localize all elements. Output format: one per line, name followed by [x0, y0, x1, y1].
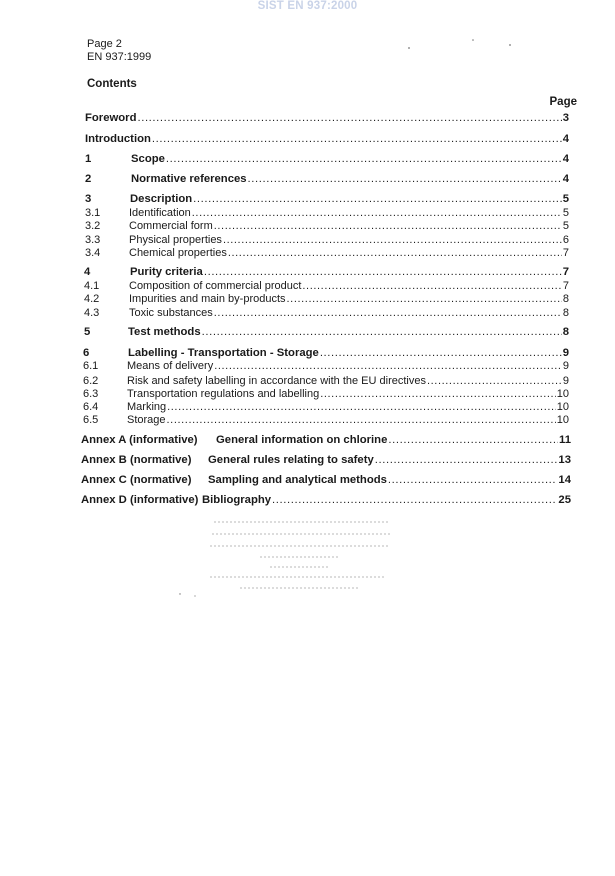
toc-title: Test methods [128, 326, 201, 338]
toc-page: 4 [562, 153, 569, 165]
toc-entry-test-methods[interactable] [84, 326, 569, 338]
toc-leader-dots [202, 326, 562, 338]
toc-page: 4 [562, 173, 569, 185]
toc-number: Annex D (informative) [81, 494, 199, 506]
toc-title: Physical properties [129, 234, 222, 246]
faint-stamp-image [200, 512, 400, 602]
toc-leader-dots [167, 401, 556, 413]
toc-entry-storage[interactable] [83, 414, 569, 426]
toc-entry-annex-b[interactable] [81, 454, 571, 466]
toc-entry-labelling[interactable] [83, 347, 569, 359]
toc-page: 10 [556, 414, 569, 426]
toc-number: 6 [83, 347, 90, 359]
toc-number: 1 [85, 153, 92, 165]
toc-page: 7 [562, 266, 569, 278]
page-number: Page 2 [87, 38, 122, 50]
toc-number: 3.4 [85, 247, 101, 259]
toc-number: 3.3 [85, 234, 101, 246]
toc-title: Risk and safety labelling in accordance with the EU directives [127, 375, 426, 387]
toc-number: Annex C (normative) [81, 474, 192, 486]
toc-leader-dots [248, 173, 562, 185]
toc-title: Identification [129, 207, 191, 219]
toc-leader-dots [228, 247, 562, 259]
toc-leader-dots [375, 454, 558, 466]
document-id: EN 937:1999 [87, 51, 152, 63]
toc-number: 4.1 [84, 280, 100, 292]
toc-leader-dots [287, 293, 562, 305]
toc-number: 3.1 [85, 207, 101, 219]
toc-entry-introduction[interactable] [85, 133, 569, 145]
toc-page: 13 [558, 454, 571, 466]
page-column-label: Page [549, 96, 577, 108]
toc-title: Toxic substances [129, 307, 213, 319]
toc-entry-annex-a[interactable] [81, 434, 571, 446]
page-header [87, 38, 151, 64]
toc-title: Labelling - Transportation - Storage [128, 347, 319, 359]
toc-leader-dots [388, 474, 558, 486]
toc-entry-normative-references[interactable] [85, 173, 569, 185]
toc-title: Means of delivery [127, 360, 214, 372]
toc-leader-dots [320, 347, 562, 359]
toc-leader-dots [302, 280, 561, 292]
toc-leader-dots [166, 153, 562, 165]
toc-title: Bibliography [202, 494, 272, 506]
toc-page: 7 [562, 280, 569, 292]
toc-number: 6.5 [83, 414, 99, 426]
toc-leader-dots [137, 112, 561, 124]
toc-leader-dots [214, 360, 562, 372]
toc-number: 5 [84, 326, 91, 338]
toc-entry-identification[interactable] [85, 207, 569, 219]
toc-entry-scope[interactable] [85, 153, 569, 165]
toc-entry-toxic-substances[interactable] [84, 307, 569, 319]
toc-page: 5 [562, 220, 569, 232]
toc-page: 14 [558, 474, 571, 486]
toc-page: 9 [562, 360, 569, 372]
toc-entry-marking[interactable] [83, 401, 569, 413]
contents-heading: Contents [87, 78, 137, 90]
toc-leader-dots [427, 375, 562, 387]
toc-number: 4.2 [84, 293, 100, 305]
toc-number: 6.4 [83, 401, 99, 413]
toc-title: General information on chlorine [216, 434, 388, 446]
toc-leader-dots [320, 388, 556, 400]
toc-page: 4 [562, 133, 569, 145]
toc-number: Annex A (informative) [81, 434, 198, 446]
toc-title: General rules relating to safety [208, 454, 374, 466]
toc-number: 2 [85, 173, 92, 185]
toc-page: 8 [562, 293, 569, 305]
toc-page: 25 [558, 494, 571, 506]
toc-title: Storage [127, 414, 166, 426]
toc-entry-chemical-properties[interactable] [85, 247, 569, 259]
toc-title: Impurities and main by-products [129, 293, 286, 305]
toc-entry-purity-criteria[interactable] [84, 266, 569, 278]
toc-entry-impurities[interactable] [84, 293, 569, 305]
toc-page: 5 [562, 193, 569, 205]
toc-page: 10 [556, 388, 569, 400]
toc-entry-description[interactable] [85, 193, 569, 205]
toc-leader-dots [214, 307, 562, 319]
toc-title: Composition of commercial product [129, 280, 302, 292]
toc-number: 4 [84, 266, 91, 278]
toc-title: Commercial form [129, 220, 213, 232]
toc-number: 3 [85, 193, 92, 205]
toc-title: Description [130, 193, 193, 205]
toc-leader-dots [192, 207, 562, 219]
toc-number: Annex B (normative) [81, 454, 192, 466]
toc-title: Normative references [131, 173, 247, 185]
toc-title: Introduction [85, 133, 151, 145]
toc-number: 6.2 [83, 375, 99, 387]
toc-title: Foreword [85, 112, 137, 124]
toc-entry-physical-properties[interactable] [85, 234, 569, 246]
toc-leader-dots [223, 234, 562, 246]
toc-leader-dots [193, 193, 562, 205]
toc-leader-dots [388, 434, 558, 446]
toc-page: 8 [562, 307, 569, 319]
toc-title: Chemical properties [129, 247, 227, 259]
toc-page: 8 [562, 326, 569, 338]
toc-title: Sampling and analytical methods [208, 474, 387, 486]
toc-number: 3.2 [85, 220, 101, 232]
toc-entry-annex-c[interactable] [81, 474, 571, 486]
toc-page: 10 [556, 401, 569, 413]
toc-leader-dots [272, 494, 557, 506]
toc-title: Scope [131, 153, 165, 165]
toc-title: Transportation regulations and labelling [127, 388, 320, 400]
toc-entry-foreword[interactable] [85, 112, 569, 124]
toc-page: 9 [562, 375, 569, 387]
toc-number: 4.3 [84, 307, 100, 319]
toc-leader-dots [167, 414, 556, 426]
toc-title: Purity criteria [130, 266, 203, 278]
toc-page: 5 [562, 207, 569, 219]
toc-title: Marking [127, 401, 167, 413]
toc-page: 7 [562, 247, 569, 259]
toc-page: 6 [562, 234, 569, 246]
toc-page: 11 [559, 434, 571, 446]
toc-entry-commercial-form[interactable] [85, 220, 569, 232]
toc-number: 6.3 [83, 388, 99, 400]
toc-entry-transportation-regulations[interactable] [83, 388, 569, 400]
toc-entry-risk-safety-labelling[interactable] [83, 375, 569, 387]
toc-number: 6.1 [83, 360, 99, 372]
toc-page: 3 [562, 112, 569, 124]
toc-entry-composition[interactable] [84, 280, 569, 292]
toc-page: 9 [562, 347, 569, 359]
toc-leader-dots [152, 133, 562, 145]
toc-entry-annex-d[interactable] [81, 494, 571, 506]
toc-entry-means-of-delivery[interactable] [83, 360, 569, 372]
toc-leader-dots [204, 266, 562, 278]
toc-leader-dots [214, 220, 562, 232]
watermark: SIST EN 937:2000 [257, 0, 358, 12]
